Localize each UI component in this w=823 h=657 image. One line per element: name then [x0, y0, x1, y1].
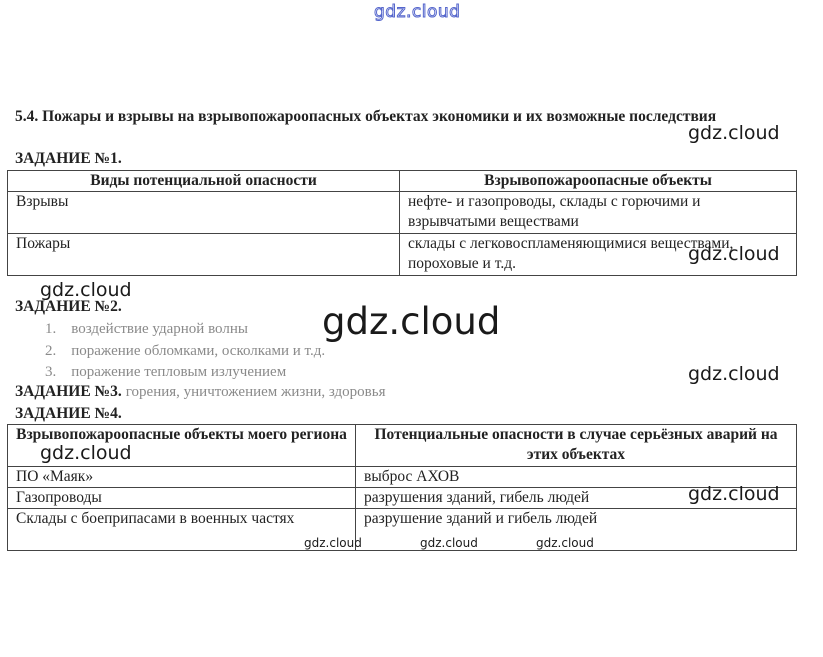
table-cell: Склады с боеприпасами в военных частях [8, 509, 356, 551]
task2-title: ЗАДАНИЕ №2. [15, 298, 122, 315]
watermark-large: gdz.cloud [322, 300, 501, 343]
task2-item-text: поражение тепловым излучением [71, 364, 287, 380]
task2-item [45, 343, 325, 360]
task3-line [15, 383, 386, 401]
task1-title: ЗАДАНИЕ №1. [15, 150, 122, 167]
table-header-cell: Взрывопожароопасные объекты [400, 171, 797, 192]
task1-table [7, 170, 797, 276]
table-header-cell: Взрывопожароопасные объекты моего региона [8, 425, 356, 467]
table-cell: Пожары [8, 234, 400, 276]
task2-item [45, 364, 286, 381]
table-header-row [8, 171, 797, 192]
watermark-small: gdz.cloud [420, 536, 478, 550]
task2-item-text: воздействие ударной волны [71, 321, 248, 337]
task3-text: горения, уничтожением жизни, здоровья [125, 384, 386, 400]
task4-title: ЗАДАНИЕ №4. [15, 405, 122, 422]
table-row [8, 509, 797, 551]
table-cell: Газопроводы [8, 488, 356, 509]
table-cell: склады с легковоспламеняющимися веществами, пороховые и т.д. [400, 234, 797, 276]
watermark: gdz.cloud [688, 363, 780, 385]
table-cell: ПО «Маяк» [8, 467, 356, 488]
task2-item-number: 2. [45, 343, 57, 359]
task3-title: ЗАДАНИЕ №3. [15, 383, 122, 400]
table-cell: выброс АХОВ [356, 467, 797, 488]
table-cell: разрушение зданий и гибель людей [356, 509, 797, 551]
watermark: gdz.cloud [688, 243, 780, 265]
table-row [8, 234, 797, 276]
watermark: gdz.cloud [688, 483, 780, 505]
task2-item-text: поражение обломками, осколками и т.д. [71, 343, 326, 359]
table-header-cell: Потенциальные опасности в случае серьёзных аварий на этих объектах [356, 425, 797, 467]
watermark-small: gdz.cloud [536, 536, 594, 550]
table-row [8, 467, 797, 488]
table-row [8, 488, 797, 509]
watermark: gdz.cloud [40, 279, 132, 301]
task2-item-number: 3. [45, 364, 57, 380]
watermark-top: gdz.cloud [374, 2, 461, 22]
watermark-small: gdz.cloud [304, 536, 362, 550]
watermark: gdz.cloud [40, 442, 132, 464]
section-heading: 5.4. Пожары и взрывы на взрывопожароопасных объектах экономики и их возможные последствия [15, 108, 717, 125]
task2-item [45, 321, 248, 338]
table-cell: нефте- и газопроводы, склады с горючими и взрывчатыми веществами [400, 192, 797, 234]
watermark: gdz.cloud [688, 122, 780, 144]
table-cell: Взрывы [8, 192, 400, 234]
table-cell: разрушения зданий, гибель людей [356, 488, 797, 509]
table-row [8, 192, 797, 234]
task2-item-number: 1. [45, 321, 57, 337]
table-header-cell: Виды потенциальной опасности [8, 171, 400, 192]
